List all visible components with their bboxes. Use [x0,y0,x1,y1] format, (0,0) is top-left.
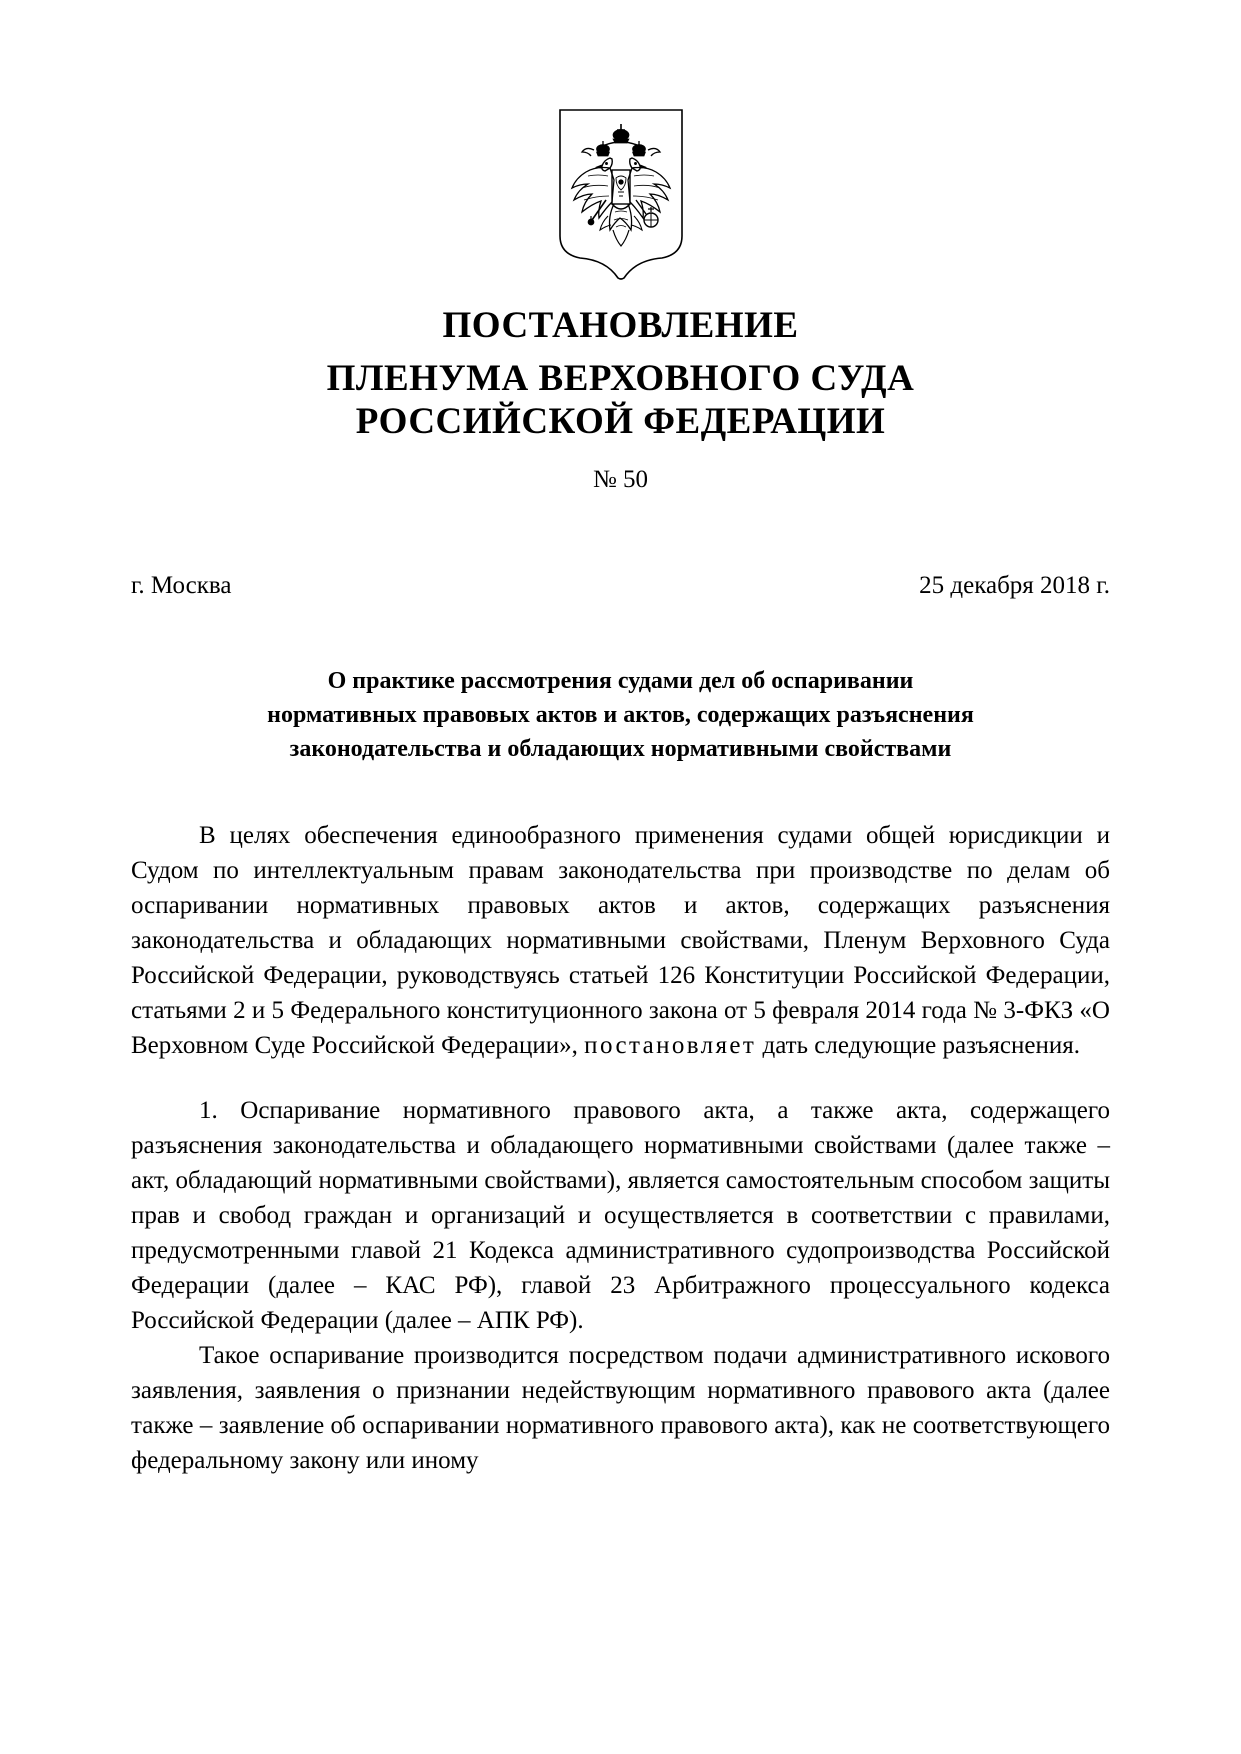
document-subject-heading [0,664,1241,766]
document-title-block [0,304,1241,494]
document-body [0,818,1241,1478]
heading-line-2: нормативных правовых актов и актов, содержащих разъяснения [267,702,974,729]
preamble-text-after: дать следующие разъяснения. [756,1032,1081,1060]
city-date-row [0,572,1241,600]
date-label: 25 декабря 2018 г. [919,571,1110,599]
document-number: № 50 [592,465,649,493]
russian-federation-coat-of-arms-icon [558,108,684,280]
emblem-container [0,0,1241,280]
preamble-emphasis-postanovlyaet: постановляет [584,1032,757,1060]
title-line-1: ПОСТАНОВЛЕНИЕ [442,305,799,346]
title-line-2: ПЛЕНУМА ВЕРХОВНОГО СУДА [326,357,915,399]
city-label: г. Москва [131,571,232,599]
heading-line-1: О практике рассмотрения судами дел об оспаривании [327,667,914,694]
paragraph-preamble [131,818,1110,1063]
paragraph-item-1: 1. Оспаривание нормативного правового акта, а также акта, содержащего разъяснения законодательства и обладающего нормативными свойствами (далее также – акт, обладающий нормативными свойствами), является самостоятельным способом защиты прав и свобод граждан и организаций и осуществляется в соответствии с правилами, предусмотренными главой 21 Кодекса административного судопроизводства Российской Федерации (далее – КАС РФ), главой 23 Арбитражного процессуального кодекса Российской Федерации (далее – АПК РФ). [131,1097,1110,1335]
title-line-3: РОССИЙСКОЙ ФЕДЕРАЦИИ [355,401,886,443]
heading-line-3: законодательства и обладающих нормативными свойствами [289,736,952,763]
preamble-text-before: В целях обеспечения единообразного применения судами общей юрисдикции и Судом по интеллектуальным правам законодательства при производстве по делам об оспаривании нормативных правовых актов и актов, содержащих разъяснения законодательства и обладающих нормативными свойствами, Пленум Верховного Суда Российской Федерации, руководствуясь статьей 126 Конституции Российской Федерации, статьями 2 и 5 Федерального конституционного закона от 5 февраля 2014 года № 3-ФКЗ «О Верховном Суде Российской Федерации», [131,822,1110,1060]
paragraph-item-1-cont: Такое оспаривание производится посредством подачи административного искового заявления, заявления о признании недействующим нормативного правового акта (далее также – заявление об оспаривании нормативного правового акта), как не соответствующего федеральному закону или иному [131,1342,1110,1475]
